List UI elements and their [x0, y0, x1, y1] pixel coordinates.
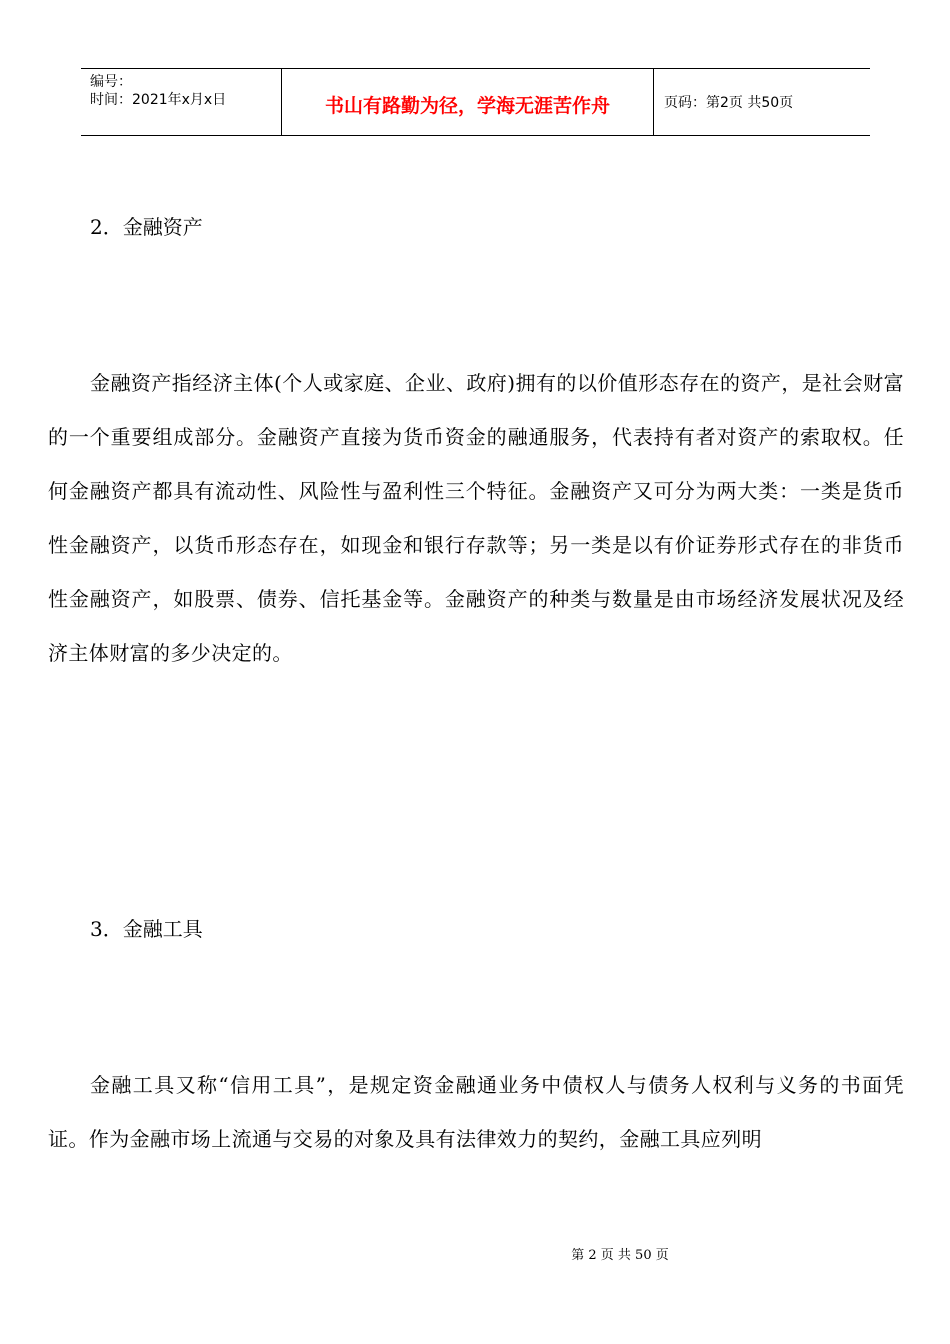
header-page-info: 页码：第2页 共50页 — [664, 95, 794, 111]
document-header — [81, 68, 870, 136]
time-label: 时间：2021年x月x日 — [90, 92, 227, 108]
section-heading-financial-assets: 2．金融资产 — [90, 215, 203, 239]
paragraph-financial-assets: 金融资产指经济主体(个人或家庭、企业、政府)拥有的以价值形态存在的资产，是社会财富的一个重要组成部分。金融资产直接为货币资金的融通服务，代表持有者对资产的索取权。任何金融资产都具有流动性、风险性与盈利性三个特征。金融资产又可分为两大类：一类是货币性金融资产，以货币形态存在，如现金和银行存款等；另一类是以有价证券形式存在的非货币性金融资产，如股票、债券、信托基金等。金融资产的种类与数量是由市场经济发展状况及经济主体财富的多少决定的。 — [48, 371, 904, 665]
header-meta-cell — [81, 69, 282, 135]
paragraph-financial-instruments: 金融工具又称“信用工具”，是规定资金融通业务中债权人与债务人权利与义务的书面凭证。作为金融市场上流通与交易的对象及具有法律效力的契约，金融工具应列明 — [48, 1073, 904, 1151]
section-heading-financial-instruments: 3．金融工具 — [90, 917, 203, 941]
number-label: 编号： — [90, 74, 132, 90]
page-footer: 第 2 页 共 50 页 — [571, 1248, 669, 1263]
header-motto: 书山有路勤为径，学海无涯苦作舟 — [282, 69, 654, 135]
